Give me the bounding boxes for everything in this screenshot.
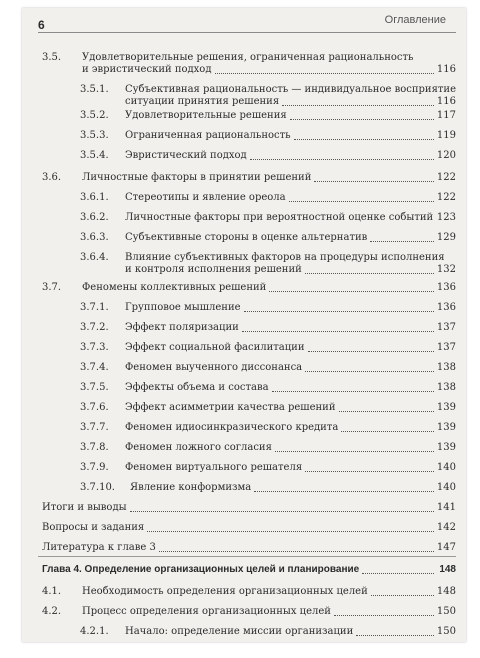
toc-entry-number: 3.6.2. — [80, 212, 109, 223]
toc-page-number: 148 — [439, 564, 456, 575]
toc-entry-number: 3.7.8. — [80, 442, 109, 453]
toc-entry-number: 3.7. — [42, 282, 62, 293]
running-header — [22, 8, 466, 38]
toc-entry[interactable] — [42, 542, 456, 554]
toc-entry-title: Глава 4. Определение организационных целей и планирование — [42, 564, 360, 575]
toc-entry[interactable] — [80, 362, 456, 374]
toc-entry-title: Начало: определение миссии организации — [125, 626, 354, 637]
toc-entry[interactable] — [80, 252, 456, 276]
toc-page-number: 132 — [436, 264, 456, 275]
toc-page-number: 138 — [436, 382, 456, 393]
page-number: 6 — [38, 18, 45, 32]
toc-page-number: 150 — [436, 626, 456, 637]
toc-entry[interactable] — [42, 564, 456, 576]
toc-entry-title: Явление конформизма — [130, 482, 252, 493]
toc-entry-title: ситуации принятия решения — [125, 96, 280, 107]
toc-page-number: 150 — [436, 606, 456, 617]
toc-leader-dots — [130, 511, 434, 512]
toc-leader-dots — [314, 181, 434, 182]
toc-entry-title: Личностные факторы в принятии решений — [82, 172, 312, 183]
toc-entry-number: 3.5. — [42, 52, 62, 63]
toc-leader-dots — [308, 351, 434, 352]
toc-entry-number: 3.5.1. — [80, 84, 109, 95]
toc-entry-title: Эффект поляризации — [125, 322, 239, 333]
toc-entry-number: 4.2. — [42, 606, 62, 617]
toc-entry-number: 3.7.10. — [80, 482, 115, 493]
toc-leader-dots — [147, 531, 434, 532]
toc-leader-dots — [254, 491, 434, 492]
toc-leader-dots — [290, 119, 434, 120]
toc-entry[interactable] — [42, 586, 456, 598]
toc-entry-title: Субъективные стороны в оценке альтернатив — [125, 232, 368, 243]
toc-leader-dots — [294, 139, 434, 140]
toc-leader-dots — [289, 201, 434, 202]
toc-leader-dots — [305, 471, 434, 472]
toc-entry-number: 3.5.4. — [80, 150, 109, 161]
toc-entry-title: Эвристический подход — [125, 150, 247, 161]
toc-leader-dots — [275, 451, 434, 452]
toc-leader-dots — [356, 635, 434, 636]
toc-page-number: 116 — [436, 64, 456, 75]
toc-leader-dots — [215, 73, 435, 74]
toc-entry-number: 3.7.3. — [80, 342, 109, 353]
toc-entry-title: Литература к главе 3 — [42, 542, 156, 553]
toc-entry[interactable] — [42, 502, 456, 514]
toc-page-number: 119 — [436, 130, 456, 141]
toc-entry-title: Групповое мышление — [125, 302, 241, 313]
toc-leader-dots — [341, 431, 434, 432]
toc-page-number: 123 — [436, 212, 456, 223]
toc-entry-title: Процесс определения организационных целей — [82, 606, 331, 617]
toc-page-number: 129 — [436, 232, 456, 243]
toc-entry-title: Феномен виртуального решателя — [125, 462, 303, 473]
toc-entry-title: Итоги и выводы — [42, 502, 127, 513]
toc-page-number: 138 — [436, 362, 456, 373]
toc-entry[interactable] — [80, 322, 456, 334]
toc-entry[interactable] — [80, 130, 456, 142]
toc-entry-title: Влияние субъективных факторов на процедуры исполнения — [125, 252, 445, 263]
toc-entry[interactable] — [80, 626, 456, 638]
toc-entry[interactable] — [80, 192, 456, 204]
toc-entry-title: Феномен ложного согласия — [125, 442, 272, 453]
toc-entry-title: и контроля исполнения решений — [125, 264, 302, 275]
toc-leader-dots — [339, 411, 434, 412]
toc-page-number: 139 — [436, 422, 456, 433]
toc-entry[interactable] — [42, 282, 456, 294]
toc-entry-number: 3.6. — [42, 172, 62, 183]
toc-entry[interactable] — [80, 382, 456, 394]
toc-leader-dots — [334, 615, 434, 616]
toc-leader-dots — [282, 105, 434, 106]
toc-entry[interactable] — [80, 110, 456, 122]
toc-entry-number: 3.7.6. — [80, 402, 109, 413]
toc-page-number: 140 — [436, 482, 456, 493]
toc-leader-dots — [159, 551, 434, 552]
toc-entry[interactable] — [80, 212, 456, 224]
toc-leader-dots — [272, 391, 434, 392]
toc-entry-number: 3.7.5. — [80, 382, 109, 393]
toc-entry-title: Феномен идиосинкразического кредита — [125, 422, 339, 433]
toc-page-number: 136 — [436, 282, 456, 293]
toc-entry[interactable] — [42, 606, 456, 618]
toc-entry[interactable] — [80, 482, 456, 494]
toc-entry-title: Субъективная рациональность — индивидуальное восприятие — [125, 84, 456, 95]
toc-entry[interactable] — [42, 172, 456, 184]
toc-entry[interactable] — [80, 84, 456, 108]
toc-entry[interactable] — [80, 342, 456, 354]
toc-page-number: 137 — [436, 342, 456, 353]
toc-leader-dots — [370, 241, 434, 242]
toc-page-number: 122 — [436, 192, 456, 203]
toc-entry-number: 3.6.4. — [80, 252, 109, 263]
toc-leader-dots — [242, 331, 434, 332]
toc-entry[interactable] — [80, 150, 456, 162]
toc-leader-dots — [371, 595, 434, 596]
toc-leader-dots — [250, 159, 434, 160]
toc-page-number: 116 — [436, 96, 456, 107]
toc-entry[interactable] — [42, 522, 456, 534]
toc-entry-title: Ограниченная рациональность — [125, 130, 291, 141]
toc-page-number: 137 — [436, 322, 456, 333]
toc-entry-title: и эвристический подход — [82, 64, 212, 75]
toc-entry[interactable] — [80, 402, 456, 414]
toc-entry-number: 4.1. — [42, 586, 62, 597]
toc-entry-title: Эффект социальной фасилитации — [125, 342, 305, 353]
toc-entry-title: Эффекты объема и состава — [125, 382, 269, 393]
toc-entry-number: 3.5.3. — [80, 130, 109, 141]
toc-leader-dots — [244, 311, 434, 312]
toc-entry[interactable] — [80, 302, 456, 314]
toc-page-number: 117 — [436, 110, 456, 121]
chapter-separator — [38, 556, 456, 557]
toc-page-number: 141 — [436, 502, 456, 513]
toc-entry[interactable] — [80, 232, 456, 244]
toc-entry-number: 3.6.3. — [80, 232, 109, 243]
toc-leader-dots — [305, 273, 434, 274]
toc-entry-number: 3.7.1. — [80, 302, 109, 313]
toc-entry-title: Удовлетворительные решения, ограниченная рациональность — [82, 52, 414, 63]
toc-entry-title: Эффект асимметрии качества решений — [125, 402, 336, 413]
toc-entry-title: Стереотипы и явление ореола — [125, 192, 286, 203]
toc-page-number: 136 — [436, 302, 456, 313]
toc-leader-dots — [305, 371, 434, 372]
toc-page-number: 140 — [436, 462, 456, 473]
toc-entry-title: Феномены коллективных решений — [82, 282, 267, 293]
toc-entry[interactable] — [80, 462, 456, 474]
toc-leader-dots — [269, 291, 434, 292]
toc-entry-number: 3.5.2. — [80, 110, 109, 121]
toc-entry-number: 3.7.4. — [80, 362, 109, 373]
toc-entry[interactable] — [80, 442, 456, 454]
toc-entry-number: 3.7.2. — [80, 322, 109, 333]
toc-entry-title: Необходимость определения организационных целей — [82, 586, 368, 597]
toc-page-number: 122 — [436, 172, 456, 183]
toc-page-number: 142 — [436, 522, 456, 533]
toc-entry-number: 4.2.1. — [80, 626, 109, 637]
header-title: Оглавление — [384, 14, 446, 26]
toc-entry[interactable] — [80, 422, 456, 434]
toc-page-number: 139 — [436, 442, 456, 453]
toc-entry-number: 3.7.7. — [80, 422, 109, 433]
toc-entry-number: 3.7.9. — [80, 462, 109, 473]
book-page — [22, 8, 466, 642]
toc-entry-number: 3.6.1. — [80, 192, 109, 203]
toc-entry[interactable] — [42, 52, 456, 76]
toc-page-number: 139 — [436, 402, 456, 413]
toc-entry-title: Удовлетворительные решения — [125, 110, 287, 121]
toc-page-number: 120 — [436, 150, 456, 161]
toc-page-number: 148 — [436, 586, 456, 597]
toc-leader-dots — [362, 573, 434, 574]
toc-entry-title: Личностные факторы при вероятностной оценке событий — [125, 212, 434, 223]
toc-entry-title: Феномен выученного диссонанса — [125, 362, 303, 373]
header-rule — [38, 32, 456, 33]
toc-entry-title: Вопросы и задания — [42, 522, 145, 533]
toc-page-number: 147 — [436, 542, 456, 553]
